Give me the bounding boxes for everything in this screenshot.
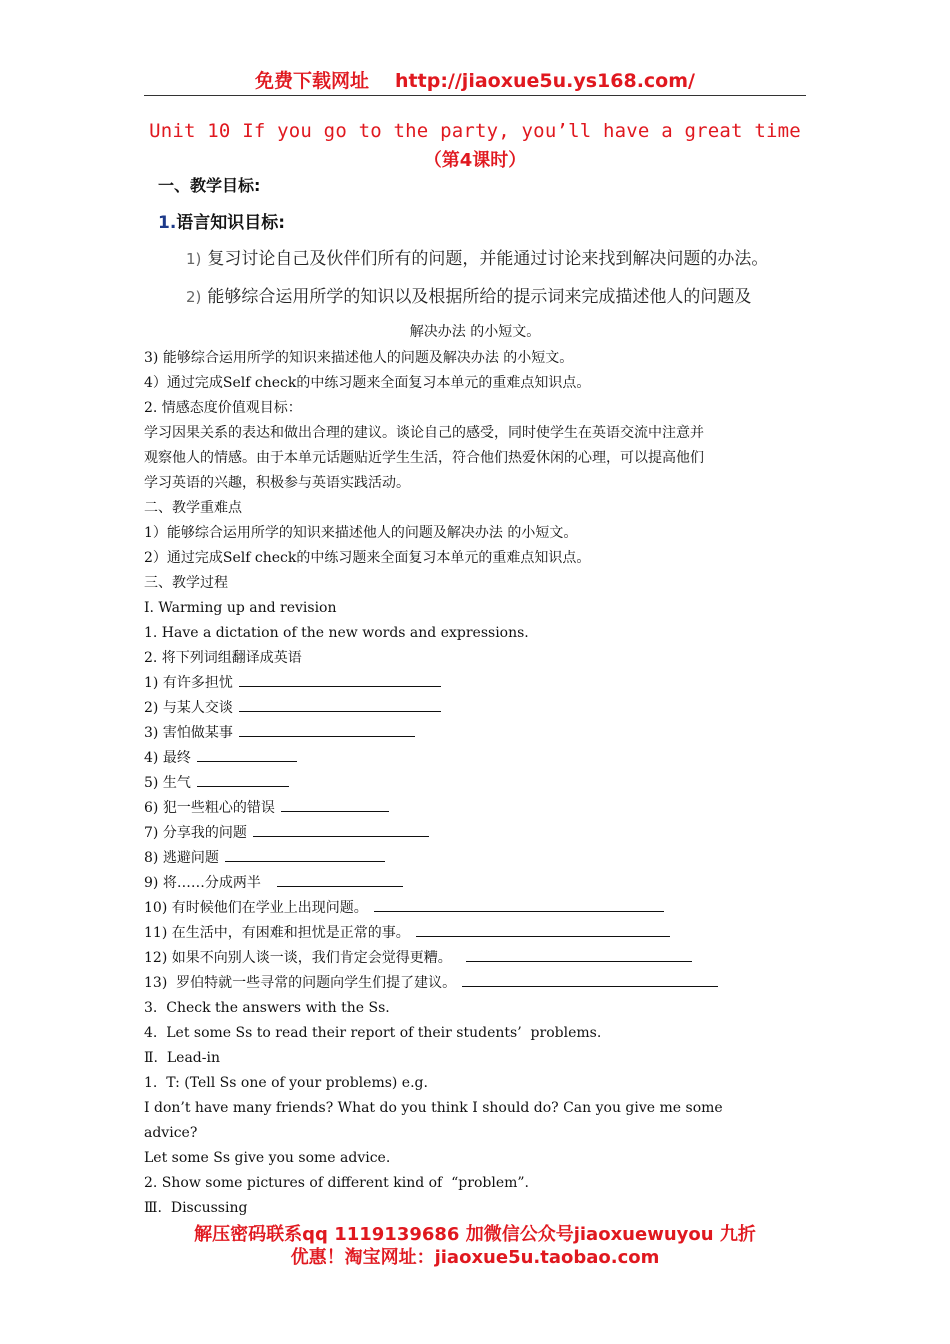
- exercise-item: [144, 671, 808, 696]
- exercise-prompt: 2) 与某人交谈: [144, 700, 233, 716]
- answer-blank[interactable]: [225, 846, 385, 862]
- exercise-prompt: 11) 在生活中，有困难和担忧是正常的事。: [144, 925, 410, 941]
- exercise-item: [144, 821, 808, 846]
- goal-2-text: 能够综合运用所学的知识以及根据所给的提示词来完成描述他人的问题及: [207, 287, 752, 307]
- section-heading: 二、教学重难点: [144, 500, 242, 516]
- answer-blank[interactable]: [462, 971, 718, 987]
- answer-blank[interactable]: [466, 946, 692, 962]
- exercise-item: [144, 846, 808, 871]
- language-objectives-label: 语言知识目标:: [176, 213, 286, 233]
- body-line: 2. Show some pictures of different kind of “problem”.: [144, 1175, 529, 1191]
- body-line: 学习因果关系的表达和做出合理的建议。谈论自己的感受，同时使学生在英语交流中注意并: [144, 425, 704, 441]
- goal-2-number: 2): [186, 288, 202, 306]
- answer-blank[interactable]: [197, 746, 297, 762]
- body-line: I don’t have many friends? What do you think I should do? Can you give me some: [144, 1100, 723, 1116]
- exercise-prompt: 4) 最终: [144, 750, 191, 766]
- goal-1-number: 1): [186, 250, 202, 268]
- body-line: 3. Check the answers with the Ss.: [144, 1000, 390, 1016]
- body-line: 2. 将下列词组翻译成英语: [144, 650, 302, 666]
- exercise-item: [144, 896, 808, 921]
- section-heading: Ⅲ. Discussing: [144, 1200, 248, 1216]
- body-line: 观察他人的情感。由于本单元话题贴近学生生活，符合他们热爱休闲的心理，可以提高他们: [144, 450, 704, 466]
- download-site-header: [144, 66, 806, 93]
- body-line: Ⅰ. Warming up and revision: [144, 600, 337, 616]
- body-line: 学习英语的兴趣，积极参与英语实践活动。: [144, 475, 410, 491]
- lesson-number: （第4课时）: [423, 150, 527, 171]
- goal-item-2: [186, 282, 751, 307]
- body-line: 3) 能够综合运用所学的知识来描述他人的问题及解决办法 的小短文。: [144, 350, 574, 366]
- answer-blank[interactable]: [239, 696, 441, 712]
- answer-blank[interactable]: [253, 821, 429, 837]
- unit-title: Unit 10 If you go to the party, you’ll have a great time: [149, 120, 801, 142]
- body-line: Let some Ss give you some advice.: [144, 1150, 391, 1166]
- exercise-prompt: 7) 分享我的问题: [144, 825, 247, 841]
- exercise-prompt: 8) 逃避问题: [144, 850, 219, 866]
- answer-blank[interactable]: [239, 721, 415, 737]
- exercise-item: [144, 946, 808, 971]
- objectives-heading: 一、教学目标:: [158, 176, 261, 195]
- answer-blank[interactable]: [277, 871, 403, 887]
- exercise-item: [144, 696, 808, 721]
- lesson-body: [144, 346, 808, 1221]
- exercise-prompt: 12) 如果不向别人谈一谈，我们肯定会觉得更糟。: [144, 950, 452, 966]
- goal-1-text: 复习讨论自己及伙伴们所有的问题，并能通过讨论来找到解决问题的办法。: [207, 249, 769, 269]
- exercise-prompt: 9) 将……分成两半: [144, 875, 261, 891]
- answer-blank[interactable]: [239, 671, 441, 687]
- goal-item-1: [186, 244, 768, 269]
- exercise-item: [144, 796, 808, 821]
- exercise-item: [144, 921, 808, 946]
- header-divider: [144, 95, 806, 96]
- language-objectives-heading: [158, 208, 285, 233]
- exercise-prompt: 10) 有时候他们在学业上出现问题。: [144, 900, 368, 916]
- section-heading: 三、教学过程: [144, 575, 228, 591]
- exercise-item: [144, 771, 808, 796]
- goal-2-continuation: 解决办法 的小短文。: [409, 324, 541, 340]
- body-line: 4. Let some Ss to read their report of their students’ problems.: [144, 1025, 602, 1041]
- body-line: 2）通过完成Self check的中练习题来全面复习本单元的重难点知识点。: [144, 550, 591, 566]
- language-objectives-number: 1.: [158, 213, 177, 233]
- answer-blank[interactable]: [416, 921, 670, 937]
- body-line: 1. Have a dictation of the new words and expressions.: [144, 625, 529, 641]
- body-line: 2. 情感态度价值观目标：: [144, 400, 302, 416]
- exercise-item: [144, 746, 808, 771]
- answer-blank[interactable]: [374, 896, 664, 912]
- body-line: 4）通过完成Self check的中练习题来全面复习本单元的重难点知识点。: [144, 375, 591, 391]
- exercise-prompt: 13) 罗伯特就一些寻常的问题向学生们提了建议。: [144, 975, 457, 991]
- exercise-prompt: 1) 有许多担忧: [144, 675, 233, 691]
- exercise-item: [144, 971, 808, 996]
- header-label: 免费下载网址: [255, 70, 370, 92]
- exercise-prompt: 3) 害怕做某事: [144, 725, 233, 741]
- exercise-prompt: 5) 生气: [144, 775, 191, 791]
- answer-blank[interactable]: [281, 796, 389, 812]
- exercise-prompt: 6) 犯一些粗心的错误: [144, 800, 275, 816]
- footer-shop-link[interactable]: 优惠！淘宝网址：jiaoxue5u.taobao.com: [290, 1247, 660, 1268]
- body-line: advice?: [144, 1125, 198, 1141]
- body-line: 1）能够综合运用所学的知识来描述他人的问题及解决办法 的小短文。: [144, 525, 578, 541]
- body-line: 1. T: (Tell Ss one of your problems) e.g.: [144, 1075, 428, 1091]
- section-heading: Ⅱ. Lead-in: [144, 1050, 220, 1066]
- exercise-item: [144, 871, 808, 896]
- exercise-item: [144, 721, 808, 746]
- header-url-link[interactable]: http://jiaoxue5u.ys168.com/: [395, 70, 695, 92]
- footer-contact: 解压密码联系qq 1119139686 加微信公众号jiaoxuewuyou 九折: [194, 1224, 756, 1245]
- answer-blank[interactable]: [197, 771, 289, 787]
